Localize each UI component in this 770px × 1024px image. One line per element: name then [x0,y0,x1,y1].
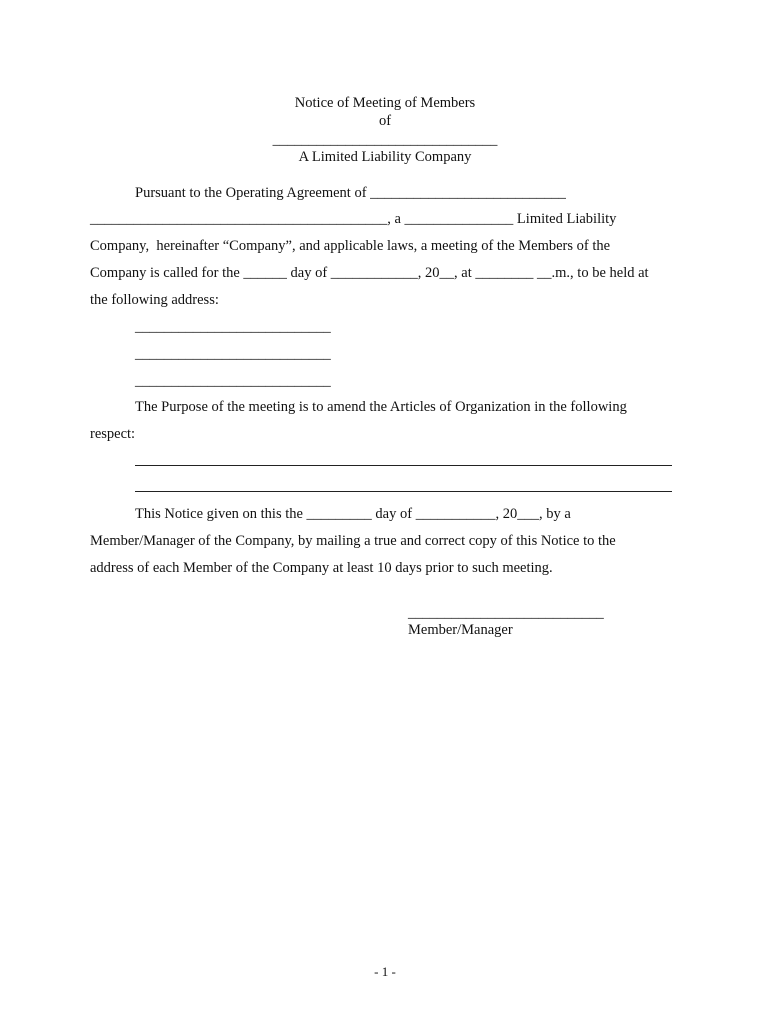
paragraph-1-line-4: Company is called for the ______ day of ____________, 20__, at ________ __.m., to be held at [90,265,649,281]
purpose-line-1 [135,465,672,466]
signature-label: Member/Manager [408,622,513,638]
company-name-blank: _______________________________ [272,132,498,148]
address-line-1: ___________________________ [135,319,331,335]
paragraph-2-line-2: respect: [90,426,136,442]
page-number: - 1 - [374,964,396,979]
signature-line: ___________________________ [408,605,604,621]
title-of-line: of [378,113,392,129]
paragraph-1-line-3: Company, hereinafter “Company”, and applicable laws, a meeting of the Members of the [90,238,611,254]
document-title: Notice of Meeting of Members [294,95,476,111]
paragraph-3-line-1: This Notice given on this the _________ day of ___________, 20___, by a [135,506,571,522]
address-line-3: ___________________________ [135,373,331,389]
paragraph-2-line-1: The Purpose of the meeting is to amend the Articles of Organization in the following [135,399,627,415]
paragraph-1-line-2: _________________________________________, a _______________ Limited Liability [90,211,617,227]
paragraph-1-line-1: Pursuant to the Operating Agreement of ___________________________ [135,185,566,201]
paragraph-3-line-2: Member/Manager of the Company, by mailing a true and correct copy of this Notice to the [90,533,616,549]
paragraph-3-line-3: address of each Member of the Company at least 10 days prior to such meeting. [90,560,553,576]
document-subtitle: A Limited Liability Company [298,149,472,165]
purpose-line-2 [135,491,672,492]
address-line-2: ___________________________ [135,346,331,362]
paragraph-1-line-5: the following address: [90,292,219,308]
